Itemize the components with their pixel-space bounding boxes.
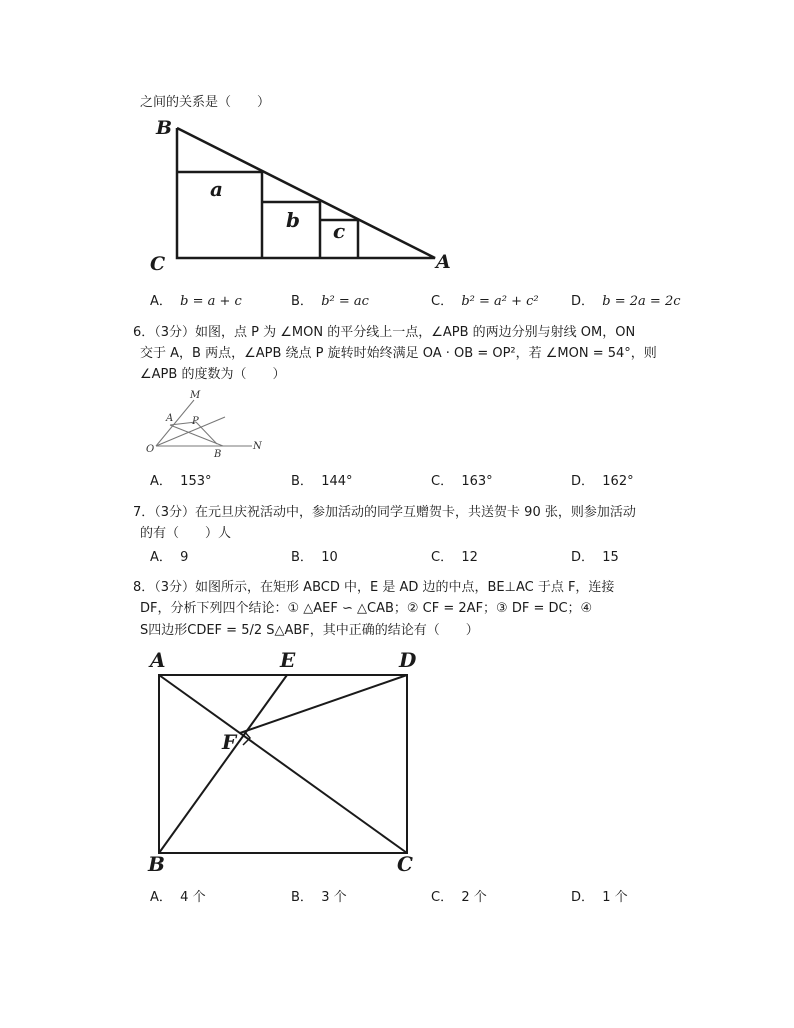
q8-label-B: B [148, 852, 165, 876]
q6-label-P: P [192, 416, 199, 427]
q7-option-a[interactable]: A． 9 [150, 550, 189, 565]
q6-label-M: M [190, 390, 201, 401]
q5-figure [140, 110, 470, 280]
q6-stem-line1: 6．（3分）如图，点 P 为 ∠MON 的平分线上一点，∠APB 的两边分别与射线 OM，ON [133, 325, 636, 340]
q5-stem-tail: 之间的关系是（ ） [140, 95, 271, 110]
q8-option-d[interactable]: D． 1 个 [571, 890, 628, 905]
q8-stem-line3: S四边形CDEF = 5/2 S△ABF，其中正确的结论有（ ） [140, 623, 479, 638]
q7-option-d[interactable]: D． 15 [571, 550, 619, 565]
q5-label-A: A [436, 251, 451, 273]
q7-option-c[interactable]: C． 12 [431, 550, 478, 565]
q5-label-C: C [150, 253, 166, 275]
q8-option-a[interactable]: A． 4 个 [150, 890, 206, 905]
q7-stem-line1: 7．（3分）在元旦庆祝活动中，参加活动的同学互赠贺卡，共送贺卡 90 张，则参加活动 [133, 505, 636, 520]
q7-option-b[interactable]: B． 10 [291, 550, 338, 565]
q6-label-B: B [214, 449, 222, 460]
q5-option-b[interactable]: B． b² = ac [291, 294, 369, 309]
q5-label-b: b [286, 208, 300, 232]
q6-option-d[interactable]: D． 162° [571, 474, 634, 489]
q8-label-F: F [222, 730, 237, 754]
q6-label-N: N [253, 441, 262, 452]
q8-label-A: A [150, 648, 166, 672]
q6-option-b[interactable]: B． 144° [291, 474, 353, 489]
q8-figure [140, 645, 430, 880]
q8-stem-line2: DF，分析下列四个结论：① △AEF ∽ △CAB；② CF = 2AF；③ DF = DC；④ [140, 601, 593, 616]
q5-option-d[interactable]: D． b = 2a = 2c [571, 294, 681, 309]
q5-option-c[interactable]: C． b² = a² + c² [431, 294, 539, 309]
q5-label-B: B [156, 117, 173, 139]
q7-stem-line2: 的有（ ）人 [140, 526, 232, 541]
q6-label-A: A [166, 413, 174, 424]
q6-option-c[interactable]: C． 163° [431, 474, 493, 489]
q6-option-a[interactable]: A． 153° [150, 474, 212, 489]
q8-label-D: D [399, 648, 417, 672]
q8-label-C: C [397, 852, 413, 876]
q5-option-a[interactable]: A． b = a + c [150, 294, 242, 309]
q8-option-b[interactable]: B． 3 个 [291, 890, 347, 905]
q8-label-E: E [280, 648, 296, 672]
q6-stem-line3: ∠APB 的度数为（ ） [140, 367, 286, 382]
q8-stem-line1: 8．（3分）如图所示，在矩形 ABCD 中，E 是 AD 边的中点，BE⊥AC 于点 F，连接 [133, 580, 615, 595]
q6-figure [140, 385, 270, 460]
q6-stem-line2: 交于 A，B 两点，∠APB 绕点 P 旋转时始终满足 OA · OB = OP²，若 ∠MON = 54°，则 [140, 346, 657, 361]
q6-label-O: O [146, 444, 155, 455]
q8-option-c[interactable]: C． 2 个 [431, 890, 487, 905]
q5-label-c: c [333, 219, 346, 243]
q5-label-a: a [210, 177, 223, 201]
